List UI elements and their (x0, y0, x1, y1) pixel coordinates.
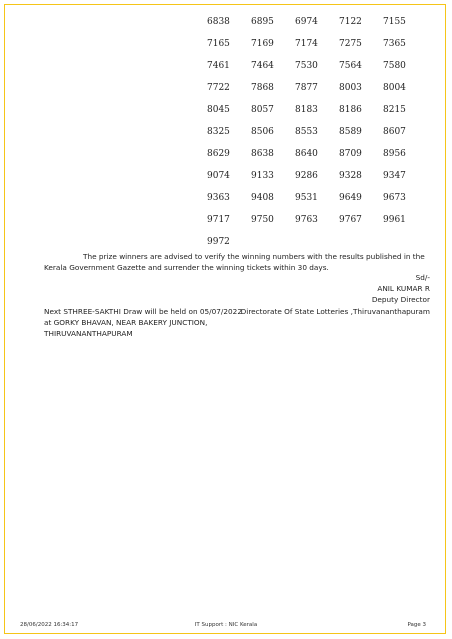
winning-number: 8186 (339, 105, 362, 115)
winning-number: 7464 (251, 61, 274, 71)
winning-number: 8183 (295, 105, 318, 115)
winning-number: 6895 (251, 17, 274, 27)
next-draw-line2: at GORKY BHAVAN, NEAR BAKERY JUNCTION, (44, 318, 208, 327)
winning-number: 9531 (295, 193, 318, 203)
number-row (207, 148, 435, 170)
number-row (207, 82, 435, 104)
next-draw-line1: Next STHREE-SAKTHI Draw will be held on 05/07/2022 (44, 307, 242, 316)
winning-number: 7868 (251, 83, 274, 93)
winning-number: 7169 (251, 39, 274, 49)
winning-number: 9750 (251, 215, 274, 225)
signatory-office: Directorate Of State Lotteries ,Thiruvananthapuram (240, 307, 430, 316)
winning-number: 8589 (339, 127, 362, 137)
winning-number: 9767 (339, 215, 362, 225)
winning-number: 8045 (207, 105, 230, 115)
next-draw-line3: THIRUVANANTHAPURAM (44, 329, 133, 338)
winning-number: 7530 (295, 61, 318, 71)
winning-number: 8607 (383, 127, 406, 137)
winning-number: 8638 (251, 149, 274, 159)
winning-number: 7174 (295, 39, 318, 49)
winning-number: 6838 (207, 17, 230, 27)
winning-number: 9972 (207, 237, 230, 247)
winning-number: 9961 (383, 215, 406, 225)
number-row (207, 16, 435, 38)
winning-number: 9133 (251, 171, 274, 181)
number-row (207, 38, 435, 60)
footer-support: IT Support : NIC Kerala (194, 622, 258, 628)
winning-number: 9328 (339, 171, 362, 181)
signatory-name: ANIL KUMAR R (377, 284, 430, 293)
winning-number: 8057 (251, 105, 274, 115)
winning-number: 7877 (295, 83, 318, 93)
winning-numbers-grid (207, 16, 435, 258)
number-row (207, 60, 435, 82)
winning-number: 6974 (295, 17, 318, 27)
winning-number: 9074 (207, 171, 230, 181)
winning-number: 8325 (207, 127, 230, 137)
winning-number: 9408 (251, 193, 274, 203)
winning-number: 8215 (383, 105, 406, 115)
winning-number: 7155 (383, 17, 406, 27)
footer-page-number: Page 3 (407, 622, 426, 628)
number-row (207, 214, 435, 236)
winning-number: 9363 (207, 193, 230, 203)
winning-number: 9763 (295, 215, 318, 225)
winning-number: 8004 (383, 83, 406, 93)
winning-number: 7722 (207, 83, 230, 93)
notice-paragraph: The prize winners are advised to verify the winning numbers with the results published in the Kerala Government Gazette and surrender the winning tickets within 30 days. (44, 252, 425, 272)
number-row (207, 170, 435, 192)
signatory-designation: Deputy Director (371, 295, 430, 304)
signature-mark: Sd/- (415, 273, 430, 282)
winning-number: 9649 (339, 193, 362, 203)
winning-number: 7461 (207, 61, 230, 71)
winning-number: 8553 (295, 127, 318, 137)
winning-number: 7580 (383, 61, 406, 71)
winning-number: 7165 (207, 39, 230, 49)
winning-number: 9717 (207, 215, 230, 225)
winning-number: 8629 (207, 149, 230, 159)
winning-number: 8506 (251, 127, 274, 137)
number-row (207, 104, 435, 126)
winning-number: 9673 (383, 193, 406, 203)
footer-timestamp: 28/06/2022 16:34:17 (20, 622, 79, 628)
winning-number: 7365 (383, 39, 406, 49)
winning-number: 7564 (339, 61, 362, 71)
number-row (207, 192, 435, 214)
winning-number: 7122 (339, 17, 362, 27)
winning-number: 9347 (383, 171, 406, 181)
winning-number: 8709 (339, 149, 362, 159)
winning-number: 8956 (383, 149, 406, 159)
winning-number: 8003 (339, 83, 362, 93)
winning-number: 9286 (295, 171, 318, 181)
winning-number: 8640 (295, 149, 318, 159)
number-row (207, 126, 435, 148)
winning-number: 7275 (339, 39, 362, 49)
